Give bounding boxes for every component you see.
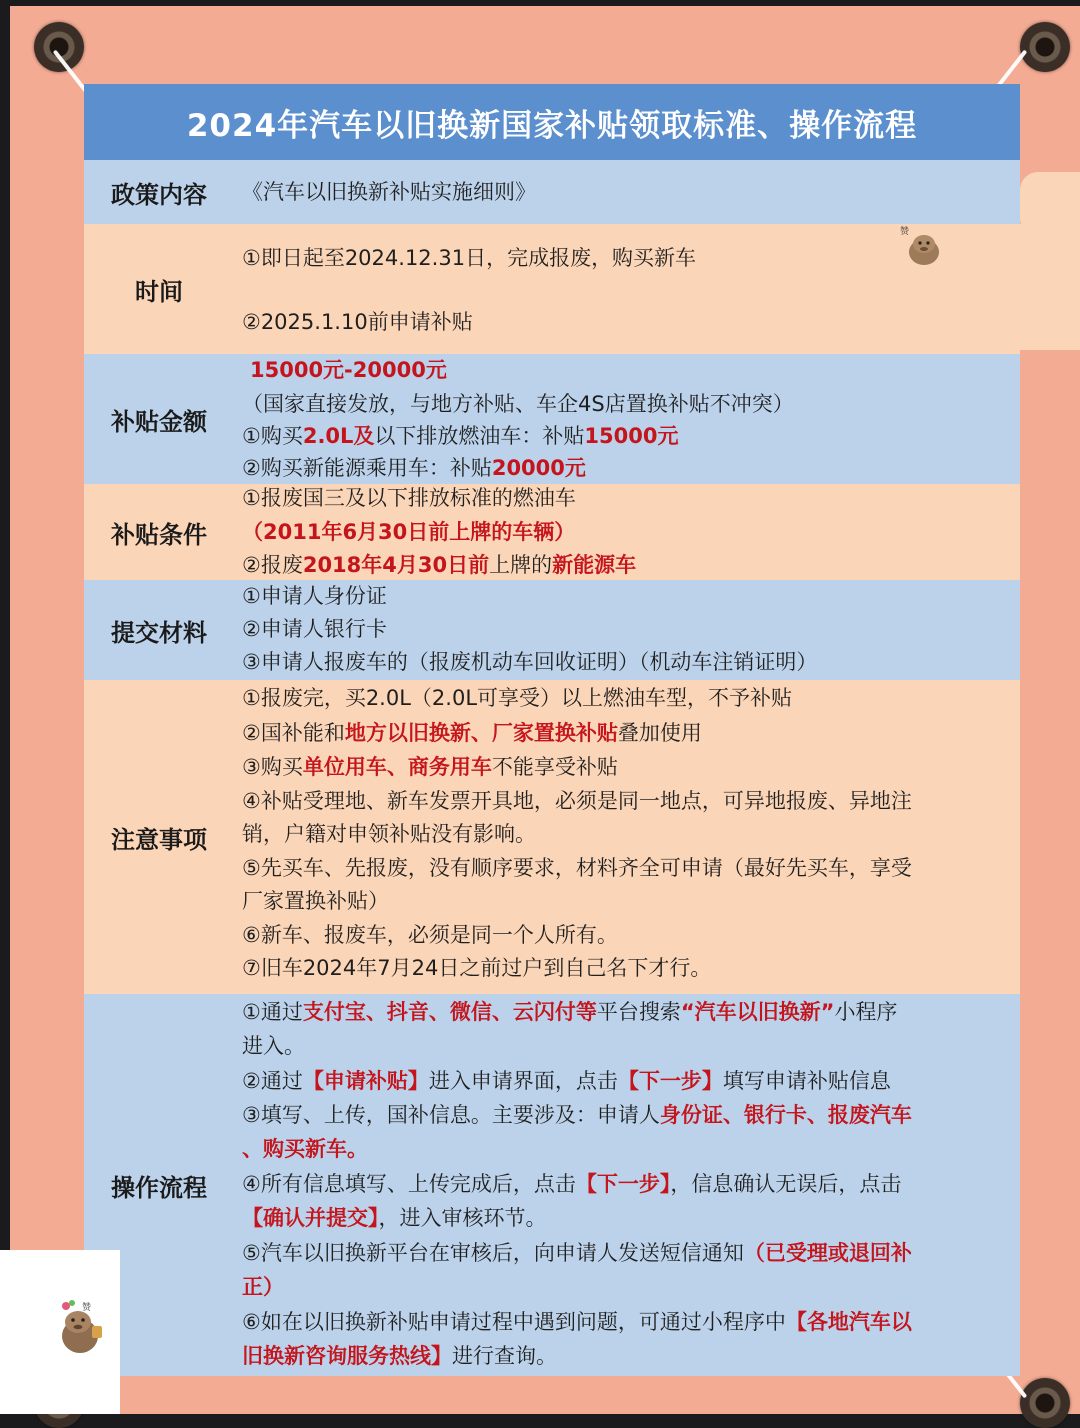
- text-span: 填写申请补贴信息: [722, 1069, 891, 1093]
- label-policy: 政策内容: [111, 180, 207, 209]
- row-notes: [84, 680, 1020, 994]
- capybara-sticker-icon: [52, 1296, 108, 1356]
- process-line-4b: [242, 1208, 1004, 1229]
- text-highlight: （已受理或退回补: [743, 1241, 912, 1265]
- process-line-6b: [242, 1346, 1004, 1367]
- process-line-1b: 进入。: [242, 1034, 305, 1058]
- text-span: 叠加使用: [617, 721, 702, 745]
- row-amount: [84, 354, 1020, 484]
- text-highlight: 【下一步】: [575, 1172, 671, 1196]
- text-highlight: 单位用车、商务用车: [302, 755, 492, 779]
- process-line-5: [242, 1243, 1004, 1264]
- text-span: ①通过: [242, 1000, 303, 1024]
- amount-line-1: [242, 426, 1004, 447]
- label-amount: 补贴金额: [111, 407, 207, 436]
- conditions-line-2: （2011年6月30日前上牌的车辆）: [242, 520, 576, 544]
- notes-line-5a: ⑤先买车、先报废，没有顺序要求，材料齐全可申请（最好先买车，享受: [242, 856, 912, 880]
- text-span: ④所有信息填写、上传完成后，点击: [242, 1172, 576, 1196]
- notes-line-5b: 厂家置换补贴）: [242, 889, 389, 913]
- label-notes: 注意事项: [111, 825, 207, 854]
- label-process: 操作流程: [111, 1173, 207, 1202]
- time-line-1: ①即日起至2024.12.31日，完成报废，购买新车: [242, 246, 697, 270]
- materials-line-1: ①申请人身份证: [242, 584, 387, 608]
- process-line-6: [242, 1312, 1004, 1333]
- label-time: 时间: [135, 277, 183, 306]
- text-span: ③购买: [242, 755, 303, 779]
- text-span: 小程序: [834, 1000, 898, 1024]
- text-highlight: 15000元: [584, 424, 679, 448]
- text-span: ②报废: [242, 553, 303, 577]
- time-line-2: ②2025.1.10前申请补贴: [242, 310, 473, 334]
- process-line-5b: 正）: [242, 1275, 284, 1299]
- materials-line-3: ③申请人报废车的（报废机动车回收证明）（机动车注销证明）: [242, 650, 818, 674]
- text-highlight: 20000元: [491, 456, 586, 480]
- row-policy: [84, 160, 1020, 224]
- capybara-icon: [52, 1296, 108, 1356]
- text-span: 不能享受补贴: [491, 755, 618, 779]
- notes-line-7: ⑦旧车2024年7月24日之前过户到自己名下才行。: [242, 956, 712, 980]
- amount-line-2: [242, 458, 1004, 479]
- notes-line-2: [242, 723, 1004, 744]
- text-span: ②国补能和: [242, 721, 345, 745]
- row-process: [84, 994, 1020, 1376]
- conditions-line-1: ①报废国三及以下排放标准的燃油车: [242, 486, 576, 510]
- text-span: ，进入审核环节。: [378, 1206, 547, 1230]
- info-card: [84, 84, 1020, 1376]
- text-span: ①购买: [242, 424, 303, 448]
- row-time: [84, 224, 1020, 354]
- process-line-4: [242, 1174, 1004, 1195]
- pin-top-right-icon: [1020, 22, 1070, 72]
- pin-bottom-right-icon: [1020, 1378, 1070, 1428]
- text-span: 进行查询。: [452, 1344, 557, 1368]
- row-materials: [84, 580, 1020, 680]
- text-span: ③填写、上传，国补信息。主要涉及：申请人: [242, 1103, 660, 1127]
- pin-top-left-icon: [34, 22, 84, 72]
- text-span: 平台搜索: [596, 1000, 681, 1024]
- text-span: ⑤汽车以旧换新平台在审核后，向申请人发送短信通知: [242, 1241, 744, 1265]
- text-span: 以下排放燃油车：补贴: [374, 424, 585, 448]
- conditions-line-3: [242, 555, 1004, 576]
- process-line-3b: 、购买新车。: [242, 1137, 368, 1161]
- label-conditions: 补贴条件: [111, 520, 207, 549]
- label-materials: 提交材料: [111, 618, 207, 647]
- text-highlight: 【申请补贴】: [302, 1069, 429, 1093]
- amount-note: （国家直接发放，与地方补贴、车企4S店置换补贴不冲突）: [242, 392, 794, 416]
- text-highlight: 【各地汽车以: [785, 1310, 912, 1334]
- like-label: 赞: [900, 227, 910, 237]
- like-label: 赞: [82, 1303, 92, 1313]
- process-line-3: [242, 1105, 1004, 1126]
- text-highlight: 【确认并提交】: [242, 1206, 379, 1230]
- amount-range: 15000元-20000元: [250, 358, 447, 382]
- process-line-2: [242, 1071, 1004, 1092]
- text-highlight: 2.0L及: [302, 424, 375, 448]
- text-highlight: 旧换新咨询服务热线】: [242, 1344, 452, 1368]
- text-highlight: 2018年4月30日前: [302, 553, 490, 577]
- page-title: 2024年汽车以旧换新国家补贴领取标准、操作流程: [84, 84, 1020, 160]
- text-highlight: 【下一步】: [617, 1069, 723, 1093]
- text-span: 上牌的: [489, 553, 553, 577]
- text-span: ②购买新能源乘用车：补贴: [242, 456, 492, 480]
- text-highlight: “汽车以旧换新”: [680, 1000, 835, 1024]
- notes-line-4a: ④补贴受理地、新车发票开具地，必须是同一地点，可异地报废、异地注: [242, 789, 912, 813]
- overlay-tab: [1020, 224, 1080, 350]
- text-span: ②通过: [242, 1069, 303, 1093]
- materials-line-2: ②申请人银行卡: [242, 617, 387, 641]
- text-highlight: 新能源车: [552, 553, 637, 577]
- process-line-1: [242, 1002, 1004, 1023]
- text-highlight: 支付宝、抖音、微信、云闪付等: [302, 1000, 597, 1024]
- row-conditions: [84, 484, 1020, 580]
- text-span: ⑥如在以旧换新补贴申请过程中遇到问题，可通过小程序中: [242, 1310, 786, 1334]
- text-span: 进入申请界面，点击: [428, 1069, 618, 1093]
- capybara-sticker-icon: [900, 224, 944, 268]
- notes-line-1: ①报废完，买2.0L（2.0L可享受）以上燃油车型，不予补贴: [242, 686, 793, 710]
- notes-line-4b: 销，户籍对申领补贴没有影响。: [242, 822, 536, 846]
- policy-text: 《汽车以旧换新补贴实施细则》: [242, 180, 536, 204]
- text-span: ，信息确认无误后，点击: [670, 1172, 902, 1196]
- notes-line-3: [242, 757, 1004, 778]
- notes-line-6: ⑥新车、报废车，必须是同一个人所有。: [242, 923, 618, 947]
- text-highlight: 地方以旧换新、厂家置换补贴: [344, 721, 618, 745]
- text-highlight: 身份证、银行卡、报废汽车: [659, 1103, 912, 1127]
